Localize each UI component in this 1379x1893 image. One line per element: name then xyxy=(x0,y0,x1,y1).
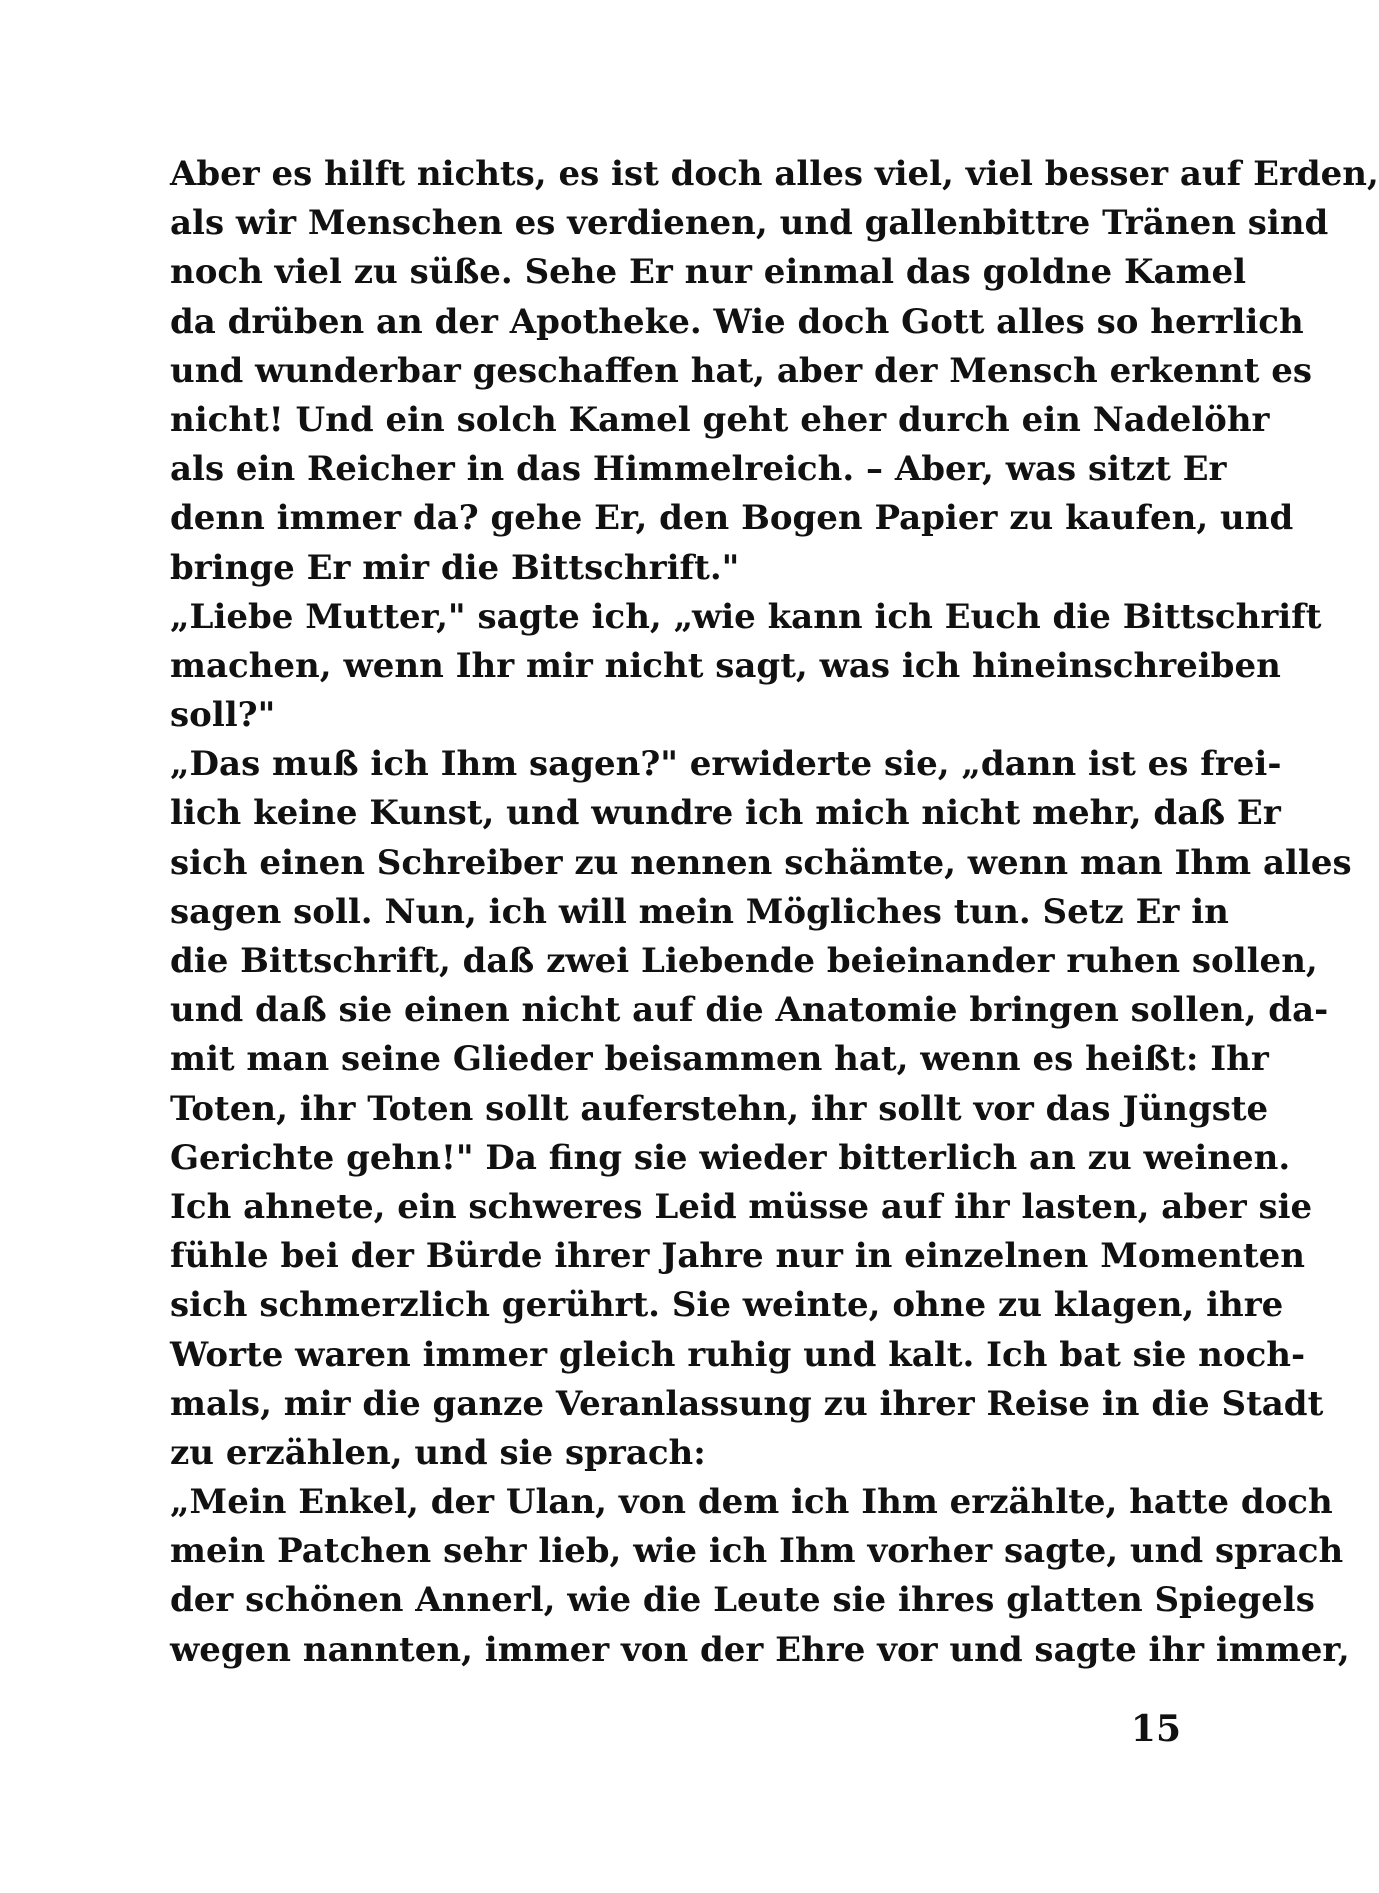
text-line: „Das muß ich Ihm sagen?" erwiderte sie, „dann ist es frei- xyxy=(170,744,1282,785)
text-line: fühle bei der Bürde ihrer Jahre nur in einzelnen Momenten xyxy=(170,1236,1305,1277)
text-line: die Bittschrift, daß zwei Liebende beieinander ruhen sollen, xyxy=(170,941,1318,981)
text-line: „Mein Enkel, der Ulan, von dem ich Ihm erzählte, hatte doch xyxy=(170,1482,1333,1523)
text-line: als wir Menschen es verdienen, und gallenbittre Tränen sind xyxy=(170,203,1329,244)
text-line: soll?" xyxy=(170,695,276,736)
text-line: lich keine Kunst, und wundre ich mich nicht mehr, daß Er xyxy=(170,793,1281,834)
text-line: zu erzählen, und sie sprach: xyxy=(170,1432,706,1473)
text-line: machen, wenn Ihr mir nicht sagt, was ich hineinschreiben xyxy=(170,645,1281,686)
text-line: bringe Er mir die Bittschrift." xyxy=(170,547,740,588)
text-line: Toten, ihr Toten sollt auferstehn, ihr sollt vor das Jüngste xyxy=(170,1088,1269,1129)
text-line: wegen nannten, immer von der Ehre vor und sagte ihr immer, xyxy=(170,1629,1350,1670)
text-line: Worte waren immer gleich ruhig und kalt. Ich bat sie noch- xyxy=(170,1334,1306,1375)
text-line: Aber es hilft nichts, es ist doch alles viel, viel besser auf Erden, xyxy=(170,154,1379,194)
text-line: da drüben an der Apotheke. Wie doch Gott alles so herrlich xyxy=(170,301,1304,342)
text-line: der schönen Annerl, wie die Leute sie ihres glatten Spiegels xyxy=(170,1580,1315,1621)
text-line: sich schmerzlich gerührt. Sie weinte, ohne zu klagen, ihre xyxy=(170,1285,1284,1326)
text-line: denn immer da? gehe Er, den Bogen Papier zu kaufen, und xyxy=(170,498,1294,539)
text-line: „Liebe Mutter," sagte ich, „wie kann ich Euch die Bittschrift xyxy=(170,596,1322,637)
text-line: und daß sie einen nicht auf die Anatomie bringen sollen, da- xyxy=(170,990,1329,1031)
text-line: als ein Reicher in das Himmelreich. – Aber, was sitzt Er xyxy=(170,449,1227,490)
text-line: sich einen Schreiber zu nennen schämte, wenn man Ihm alles xyxy=(170,842,1352,883)
body-text xyxy=(170,150,1379,1675)
text-line: sagen soll. Nun, ich will mein Mögliches tun. Setz Er in xyxy=(170,891,1229,932)
text-line: mein Patchen sehr lieb, wie ich Ihm vorher sagte, und sprach xyxy=(170,1531,1344,1572)
text-line: Ich ahnete, ein schweres Leid müsse auf ihr lasten, aber sie xyxy=(170,1186,1313,1227)
text-line: mit man seine Glieder beisammen hat, wenn es heißt: Ihr xyxy=(170,1039,1269,1080)
text-line: Gerichte gehn!" Da fing sie wieder bitterlich an zu weinen. xyxy=(170,1137,1291,1178)
text-line: noch viel zu süße. Sehe Er nur einmal das goldne Kamel xyxy=(170,252,1247,293)
text-line: nicht! Und ein solch Kamel geht eher durch ein Nadelöhr xyxy=(170,399,1270,440)
text-line: und wunderbar geschaffen hat, aber der Mensch erkennt es xyxy=(170,350,1313,391)
text-line: mals, mir die ganze Veranlassung zu ihrer Reise in die Stadt xyxy=(170,1383,1324,1424)
page-number: 15 xyxy=(1130,1708,1181,1750)
